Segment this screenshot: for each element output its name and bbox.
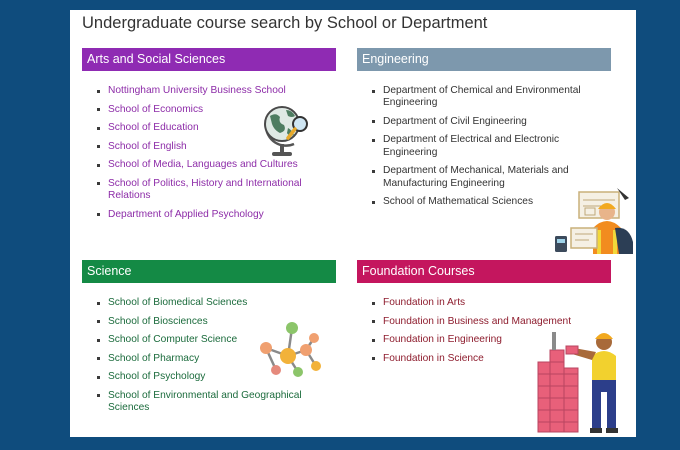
section-science (82, 260, 336, 414)
arts-link-education[interactable]: School of Education (108, 122, 199, 134)
eng-link-mechanical[interactable]: Department of Mechanical, Materials and Manufacturing Engineering (383, 165, 569, 189)
arts-link-applied-psychology[interactable]: Department of Applied Psychology (108, 208, 264, 220)
bricklayer-icon (534, 328, 630, 434)
section-engineering (357, 48, 611, 208)
section-heading-engineering: Engineering (357, 48, 611, 71)
eng-link-civil[interactable]: Department of Civil Engineering (383, 115, 527, 127)
found-link-science[interactable]: Foundation in Science (383, 352, 484, 364)
sci-link-pharmacy[interactable]: School of Pharmacy (108, 352, 200, 364)
eng-link-electrical[interactable]: Department of Electrical and Electronic Engineering (383, 134, 560, 158)
section-arts-social-sciences (82, 48, 336, 220)
found-link-business[interactable]: Foundation in Business and Management (383, 315, 572, 327)
list-item[interactable] (372, 116, 602, 128)
arts-link-economics[interactable]: School of Economics (108, 103, 204, 115)
list-item[interactable] (372, 165, 602, 190)
section-heading-foundation: Foundation Courses (357, 260, 611, 283)
globe-magnifier-icon (258, 98, 314, 162)
sci-link-biomedical[interactable]: School of Biomedical Sciences (108, 297, 248, 308)
list-item[interactable] (97, 390, 327, 415)
course-search-card (70, 10, 636, 437)
list-item[interactable] (372, 297, 602, 309)
section-heading-science: Science (82, 260, 336, 283)
list-item[interactable] (372, 316, 602, 328)
list-item[interactable] (97, 297, 327, 309)
molecule-icon (256, 320, 322, 382)
arts-link-politics[interactable]: School of Politics, History and International Relations (108, 177, 302, 202)
list-item[interactable] (97, 209, 327, 221)
eng-link-chemical[interactable]: Department of Chemical and Environmental Engineering (383, 85, 581, 109)
sci-link-environmental[interactable]: School of Environmental and Geographical Sciences (108, 389, 302, 414)
arts-link-media-languages[interactable]: School of Media, Languages and Cultures (108, 159, 298, 171)
engineer-blueprint-icon (553, 188, 635, 254)
list-item[interactable] (97, 85, 327, 97)
list-item[interactable] (372, 85, 602, 110)
sci-link-biosciences[interactable]: School of Biosciences (108, 315, 208, 327)
found-link-arts[interactable]: Foundation in Arts (383, 297, 466, 308)
arts-link-business-school[interactable]: Nottingham University Business School (108, 85, 286, 96)
list-item[interactable] (97, 178, 327, 203)
list-item[interactable] (372, 134, 602, 159)
page-title: Undergraduate course search by School or Department (82, 14, 488, 32)
eng-link-mathematical[interactable]: School of Mathematical Sciences (383, 196, 534, 208)
section-heading-arts: Arts and Social Sciences (82, 48, 336, 71)
arts-link-english[interactable]: School of English (108, 140, 187, 152)
found-link-engineering[interactable]: Foundation in Engineering (383, 334, 502, 346)
sci-link-computer-science[interactable]: School of Computer Science (108, 334, 238, 346)
section-foundation-courses (357, 260, 611, 364)
sci-link-psychology[interactable]: School of Psychology (108, 371, 206, 383)
